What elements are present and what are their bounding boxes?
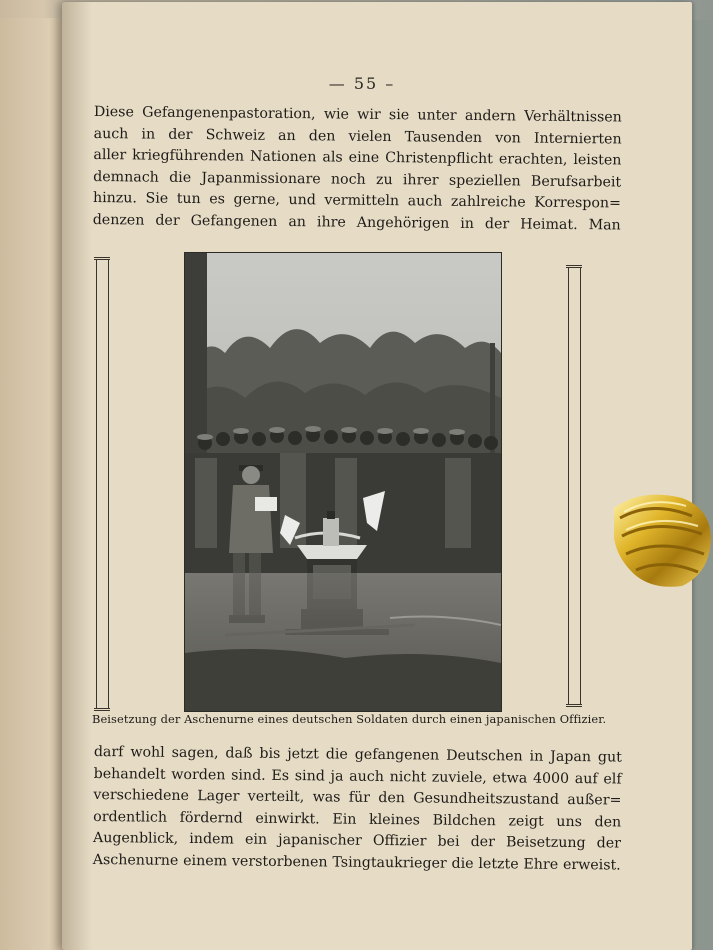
- text-line: denzen der Gefangenen an ihre Angehörigen in der Heimat. Man: [92, 211, 621, 234]
- gold-page-clip: [612, 478, 713, 594]
- left-facing-page: [0, 18, 70, 950]
- bottom-paragraph: [93, 742, 622, 877]
- text-line: verschiedene Lager verteilt, was für den Gesundheitszustand außer=: [93, 787, 622, 809]
- page-number: — 55 –: [328, 74, 396, 93]
- figure-caption: Beisetzung der Aschenurne eines deutschen Soldaten durch einen japanischen Offizier.: [92, 712, 607, 726]
- text-line: aller kriegführenden Nationen als eine Christenpflicht erachten, leisten: [93, 147, 622, 169]
- text-line: Diese Gefangenenpastoration, wie wir sie unter andern Verhältnissen: [93, 103, 622, 126]
- text-line: ordentlich fördernd einwirkt. Ein kleines Bildchen zeigt uns den: [93, 808, 622, 831]
- text-line: darf wohl sagen, daß bis jetzt die gefangenen Deutschen in Japan gut: [93, 743, 622, 766]
- figure-right-rule: [566, 265, 582, 707]
- text-line: behandelt worden sind. Es sind ja auch nicht zuviele, etwa 4000 auf elf: [93, 765, 622, 788]
- page-gutter-shadow: [62, 2, 92, 950]
- text-line: demnach die Japanmissionare noch zu ihrer speziellen Berufsarbeit: [93, 168, 622, 191]
- figure-left-rule: [94, 257, 110, 711]
- book-page: [62, 2, 692, 950]
- photograph-burial-ceremony: [184, 252, 502, 712]
- text-line: hinzu. Sie tun es gerne, und vermitteln auch zahlreiche Korrespon=: [92, 190, 622, 212]
- top-paragraph: [93, 102, 622, 237]
- text-line: Augenblick, indem ein japanischer Offizier bei der Beisetzung der: [92, 830, 622, 852]
- text-line: auch in der Schweiz an den vielen Tausenden von Internierten: [93, 125, 622, 148]
- text-line: Aschenurne einem verstorbenen Tsingtaukrieger die letzte Ehre erweist.: [92, 851, 621, 874]
